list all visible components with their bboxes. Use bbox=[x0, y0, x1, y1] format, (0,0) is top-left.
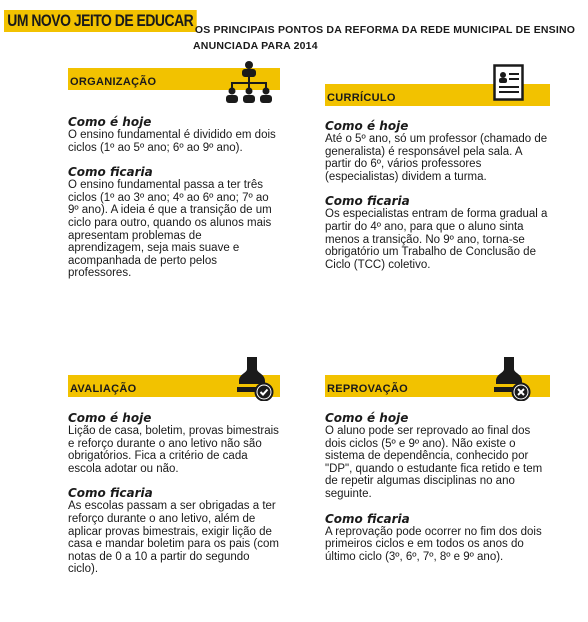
page-title-line-1: OS PRINCIPAIS PONTOS DA REFORMA DA REDE MUNICIPAL DE ENSINO bbox=[194, 24, 576, 36]
como-e-hoje-text: O aluno pode ser reprovado ao final dos dois ciclos (5º e 9º ano). Não existe o sistema de dependência, conhecido por "DP", quando o estudante fica retido e tem de repetir algumas disciplinas no ano seguinte. bbox=[325, 425, 543, 500]
card-title: AVALIAÇÃO bbox=[70, 383, 137, 395]
document-icon bbox=[493, 64, 527, 102]
card-title: REPROVAÇÃO bbox=[327, 383, 409, 395]
card-reprovacao bbox=[325, 355, 547, 620]
como-e-hoje-label: Como é hoje bbox=[68, 411, 152, 425]
como-ficaria-text: Os especialistas entram de forma gradual a partir do 4º ano, para que o aluno sinta menos a transição. No 9º ano, torna-se obrigatório um Trabalho de Conclusão de Ciclo (TCC) coletivo. bbox=[325, 208, 548, 271]
org-chart-icon bbox=[226, 60, 272, 104]
page-title-line-2: ANUNCIADA PARA 2014 bbox=[193, 40, 318, 52]
card-curriculo bbox=[325, 60, 547, 320]
content-reprovacao bbox=[325, 412, 550, 575]
page-title bbox=[185, 20, 585, 52]
como-ficaria-label: Como ficaria bbox=[325, 194, 410, 209]
como-ficaria-label: Como ficaria bbox=[68, 486, 153, 501]
card-title: CURRÍCULO bbox=[327, 92, 396, 104]
stamp-check-icon bbox=[234, 355, 274, 401]
content-curriculo bbox=[325, 120, 550, 283]
como-e-hoje-label: Como é hoje bbox=[325, 411, 409, 425]
content-organizacao bbox=[68, 116, 280, 292]
como-ficaria-text: O ensino fundamental passa a ter três ciclos (1º ao 3º ano; 4º ao 6º ano; 7º ao 9º ano). A ideia é que a transição de um ciclo para outro, quando os alunos mais apresentam problemas de aprendizagem, seja mais suave e acompanhada de perto pelos professores. bbox=[68, 179, 272, 280]
como-ficaria-text: A reprovação pode ocorrer no fim dos dois primeiros ciclos e em todos os anos do último ciclo (3º, 6º, 7º, 8º e 9º ano). bbox=[325, 525, 542, 563]
card-avaliacao bbox=[68, 355, 290, 620]
como-ficaria-label: Como ficaria bbox=[68, 165, 153, 180]
como-ficaria-text: As escolas passam a ser obrigadas a ter reforço durante o ano letivo, além de aplicar provas bimestrais, exigir lição de casa e mandar boletim para os pais (com notas de 0 a 10 a partir do segundo ciclo). bbox=[68, 500, 279, 576]
como-e-hoje-text: O ensino fundamental é dividido em dois ciclos (1º ao 5º ano; 6º ao 9º ano). bbox=[68, 129, 276, 154]
como-e-hoje-label: Como é hoje bbox=[325, 119, 409, 133]
como-e-hoje-label: Como é hoje bbox=[68, 115, 152, 129]
card-organizacao bbox=[68, 60, 290, 330]
section-tag: UM NOVO JEITO DE EDUCAR bbox=[4, 10, 196, 32]
como-e-hoje-text: Lição de casa, boletim, provas bimestrais e reforço durante o ano letivo não são obrigatórios. Fica a critério de cada escola adotar ou não. bbox=[68, 425, 279, 475]
como-e-hoje-text: Até o 5º ano, só um professor (chamado de generalista) é responsável pela sala. A partir do 6º, vários professores (especialistas) dividem a turma. bbox=[325, 133, 548, 183]
card-title: ORGANIZAÇÃO bbox=[70, 76, 157, 88]
stamp-x-icon bbox=[491, 355, 531, 401]
como-ficaria-label: Como ficaria bbox=[325, 511, 410, 526]
content-avaliacao bbox=[68, 412, 280, 588]
